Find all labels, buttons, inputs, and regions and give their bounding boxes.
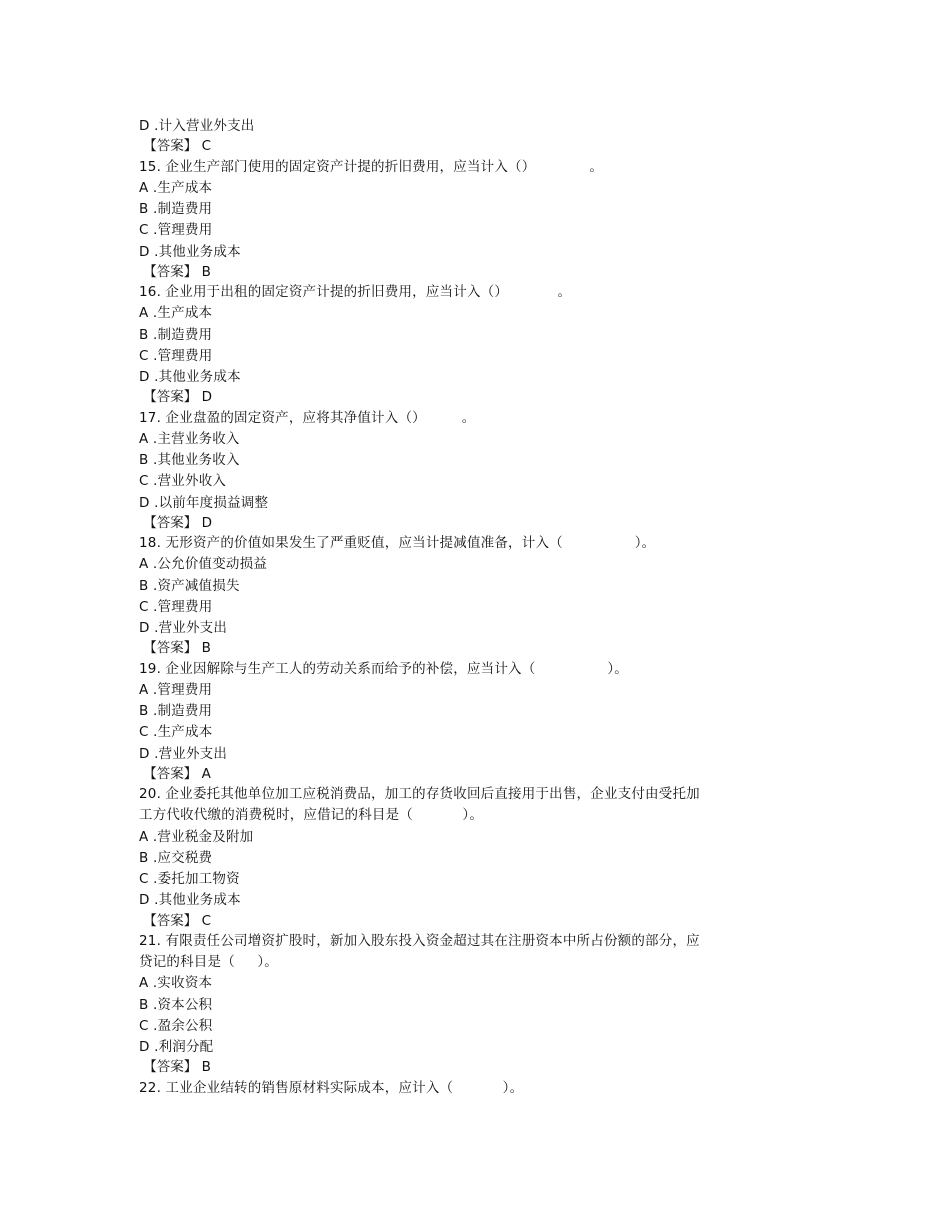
answer-text: 【答案】 D <box>139 389 212 406</box>
option-text: C .管理费用 <box>139 222 213 239</box>
option-text: A .公允价值变动损益 <box>139 556 268 573</box>
option-text: D .以前年度损益调整 <box>139 494 269 511</box>
option-text: C .管理费用 <box>139 347 213 364</box>
option-text: C .生产成本 <box>139 724 213 741</box>
option-text: C .营业外收入 <box>139 473 227 490</box>
question-text: 21. 有限责任公司增资扩股时，新加入股东投入资金超过其在注册资本中所占份额的部分，应 <box>139 933 700 949</box>
option-text: A .营业税金及附加 <box>139 828 254 845</box>
answer-text: 【答案】 D <box>139 514 212 531</box>
option-text: D .其他业务成本 <box>139 243 241 260</box>
option-text: D .利润分配 <box>139 1039 214 1056</box>
option-text: B .制造费用 <box>139 703 213 720</box>
option-text: A .生产成本 <box>139 179 213 196</box>
document-body <box>139 116 739 1099</box>
question-text: 15. 企业生产部门使用的固定资产计提的折旧费用，应当计入（） 。 <box>139 158 604 175</box>
option-text: D .营业外支出 <box>139 745 228 762</box>
answer-text: 【答案】 B <box>139 640 211 657</box>
option-text: C .委托加工物资 <box>139 871 240 888</box>
answer-text: 【答案】 C <box>139 912 212 929</box>
question-text: 工方代收代缴的消费税时，应借记的科目是（ ）。 <box>139 807 484 824</box>
answer-text: 【答案】 A <box>139 765 211 782</box>
question-text: 17. 企业盘盈的固定资产，应将其净值计入（） 。 <box>139 409 476 426</box>
answer-text: 【答案】 C <box>139 138 212 155</box>
question-text: 20. 企业委托其他单位加工应税消费品，加工的存货收回后直接用于出售，企业支付由受托加 <box>139 786 700 803</box>
option-text: B .资本公积 <box>139 996 213 1013</box>
answer-text: 【答案】 B <box>139 263 211 280</box>
option-text: B .应交税费 <box>139 849 213 866</box>
answer-text: 【答案】 B <box>139 1059 211 1076</box>
question-text: 18. 无形资产的价值如果发生了严重贬值，应当计提减值准备，计入（ ）。 <box>139 535 656 552</box>
option-text: B .制造费用 <box>139 326 213 343</box>
option-text: A .管理费用 <box>139 681 213 698</box>
question-text: 19. 企业因解除与生产工人的劳动关系而给予的补偿，应当计入（ ）。 <box>139 660 628 677</box>
option-text: B .其他业务收入 <box>139 452 240 469</box>
option-text: A .生产成本 <box>139 305 213 322</box>
option-text: C .管理费用 <box>139 598 213 615</box>
option-text: D .计入营业外支出 <box>139 118 255 134</box>
question-text: 贷记的科目是（ ）。 <box>139 954 279 971</box>
option-text: B .资产减值损失 <box>139 577 240 594</box>
option-text: D .其他业务成本 <box>139 369 241 386</box>
option-text: C .盈余公积 <box>139 1017 213 1034</box>
option-text: D .其他业务成本 <box>139 892 241 909</box>
question-text: 16. 企业用于出租的固定资产计提的折旧费用，应当计入（） 。 <box>139 284 572 301</box>
option-text: A .主营业务收入 <box>139 430 240 447</box>
question-text: 22. 工业企业结转的销售原材料实际成本，应计入（ ）。 <box>139 1079 524 1096</box>
option-text: A .实收资本 <box>139 975 213 992</box>
option-text: B .制造费用 <box>139 201 213 218</box>
option-text: D .营业外支出 <box>139 620 228 637</box>
